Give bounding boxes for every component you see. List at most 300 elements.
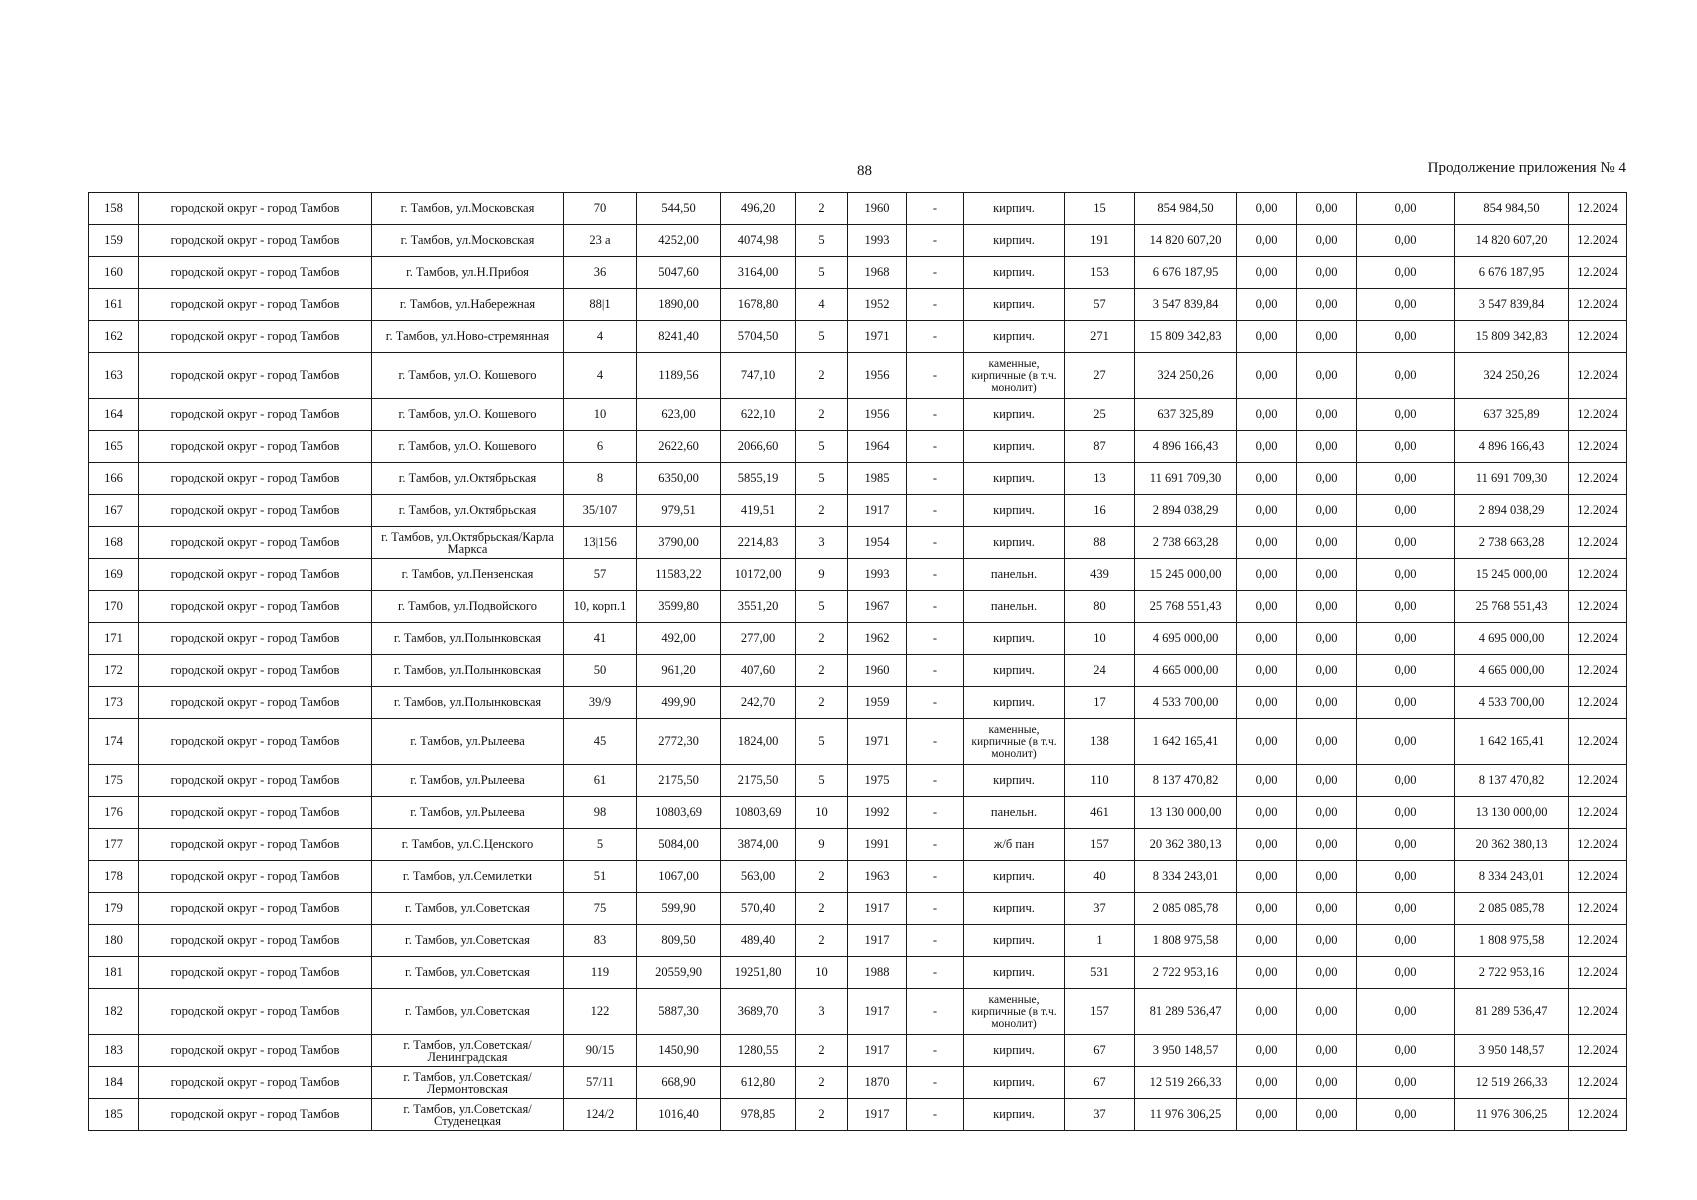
wall-material-cell: кирпич. <box>964 431 1065 463</box>
row-number-cell: 175 <box>89 765 139 797</box>
table-row <box>89 193 1627 225</box>
residents-cell: 40 <box>1065 861 1135 893</box>
fund-cell: 0,00 <box>1237 321 1297 353</box>
floors-cell: 5 <box>796 225 848 257</box>
total-cost-cell: 2 722 953,16 <box>1135 957 1237 989</box>
fund-cell: 0,00 <box>1237 399 1297 431</box>
floors-cell: 2 <box>796 893 848 925</box>
owners-funds-cell: 4 533 700,00 <box>1455 687 1569 719</box>
dash-cell: - <box>907 687 964 719</box>
wall-material-cell: кирпич. <box>964 861 1065 893</box>
table-row <box>89 1099 1627 1131</box>
row-number-cell: 173 <box>89 687 139 719</box>
district-cell: городской округ - город Тамбов <box>139 861 372 893</box>
regional-budget-cell: 0,00 <box>1297 225 1357 257</box>
local-budget-cell: 0,00 <box>1357 495 1455 527</box>
owners-funds-cell: 2 085 085,78 <box>1455 893 1569 925</box>
district-cell: городской округ - город Тамбов <box>139 893 372 925</box>
local-budget-cell: 0,00 <box>1357 193 1455 225</box>
total-area-cell: 1890,00 <box>637 289 721 321</box>
dash-cell: - <box>907 829 964 861</box>
district-cell: городской округ - город Тамбов <box>139 559 372 591</box>
living-area-cell: 3551,20 <box>721 591 796 623</box>
local-budget-cell: 0,00 <box>1357 893 1455 925</box>
row-number-cell: 176 <box>89 797 139 829</box>
total-area-cell: 2175,50 <box>637 765 721 797</box>
year-cell: 1954 <box>848 527 907 559</box>
regional-budget-cell: 0,00 <box>1297 829 1357 861</box>
table-row <box>89 225 1627 257</box>
total-cost-cell: 4 896 166,43 <box>1135 431 1237 463</box>
address-cell: г. Тамбов, ул.Московская <box>372 225 564 257</box>
house-number-cell: 70 <box>564 193 637 225</box>
local-budget-cell: 0,00 <box>1357 527 1455 559</box>
local-budget-cell: 0,00 <box>1357 591 1455 623</box>
house-number-cell: 39/9 <box>564 687 637 719</box>
year-cell: 1964 <box>848 431 907 463</box>
floors-cell: 2 <box>796 1035 848 1067</box>
district-cell: городской округ - город Тамбов <box>139 289 372 321</box>
local-budget-cell: 0,00 <box>1357 559 1455 591</box>
living-area-cell: 277,00 <box>721 623 796 655</box>
wall-material-cell: каменные, кирпичные (в т.ч. монолит) <box>964 989 1065 1035</box>
regional-budget-cell: 0,00 <box>1297 399 1357 431</box>
table-row <box>89 399 1627 431</box>
dash-cell: - <box>907 591 964 623</box>
local-budget-cell: 0,00 <box>1357 957 1455 989</box>
deadline-cell: 12.2024 <box>1569 1099 1627 1131</box>
wall-material-cell: кирпич. <box>964 655 1065 687</box>
district-cell: городской округ - город Тамбов <box>139 1035 372 1067</box>
regional-budget-cell: 0,00 <box>1297 925 1357 957</box>
row-number-cell: 177 <box>89 829 139 861</box>
regional-budget-cell: 0,00 <box>1297 257 1357 289</box>
dash-cell: - <box>907 289 964 321</box>
living-area-cell: 3874,00 <box>721 829 796 861</box>
house-number-cell: 75 <box>564 893 637 925</box>
house-number-cell: 13|156 <box>564 527 637 559</box>
district-cell: городской округ - город Тамбов <box>139 463 372 495</box>
total-cost-cell: 11 976 306,25 <box>1135 1099 1237 1131</box>
floors-cell: 2 <box>796 353 848 399</box>
regional-budget-cell: 0,00 <box>1297 289 1357 321</box>
district-cell: городской округ - город Тамбов <box>139 399 372 431</box>
local-budget-cell: 0,00 <box>1357 687 1455 719</box>
regional-budget-cell: 0,00 <box>1297 463 1357 495</box>
floors-cell: 5 <box>796 431 848 463</box>
fund-cell: 0,00 <box>1237 797 1297 829</box>
owners-funds-cell: 13 130 000,00 <box>1455 797 1569 829</box>
residents-cell: 15 <box>1065 193 1135 225</box>
dash-cell: - <box>907 765 964 797</box>
living-area-cell: 1824,00 <box>721 719 796 765</box>
year-cell: 1971 <box>848 719 907 765</box>
year-cell: 1960 <box>848 655 907 687</box>
total-area-cell: 499,90 <box>637 687 721 719</box>
deadline-cell: 12.2024 <box>1569 559 1627 591</box>
year-cell: 1870 <box>848 1067 907 1099</box>
owners-funds-cell: 15 809 342,83 <box>1455 321 1569 353</box>
row-number-cell: 172 <box>89 655 139 687</box>
living-area-cell: 489,40 <box>721 925 796 957</box>
floors-cell: 2 <box>796 495 848 527</box>
table-row <box>89 925 1627 957</box>
local-budget-cell: 0,00 <box>1357 431 1455 463</box>
owners-funds-cell: 8 334 243,01 <box>1455 861 1569 893</box>
deadline-cell: 12.2024 <box>1569 1035 1627 1067</box>
total-area-cell: 544,50 <box>637 193 721 225</box>
living-area-cell: 242,70 <box>721 687 796 719</box>
living-area-cell: 10172,00 <box>721 559 796 591</box>
fund-cell: 0,00 <box>1237 289 1297 321</box>
wall-material-cell: кирпич. <box>964 527 1065 559</box>
residents-cell: 67 <box>1065 1035 1135 1067</box>
address-cell: г. Тамбов, ул.Советская/ Ленинградская <box>372 1035 564 1067</box>
owners-funds-cell: 324 250,26 <box>1455 353 1569 399</box>
deadline-cell: 12.2024 <box>1569 893 1627 925</box>
owners-funds-cell: 2 738 663,28 <box>1455 527 1569 559</box>
house-number-cell: 10 <box>564 399 637 431</box>
row-number-cell: 162 <box>89 321 139 353</box>
district-cell: городской округ - город Тамбов <box>139 257 372 289</box>
total-area-cell: 5047,60 <box>637 257 721 289</box>
deadline-cell: 12.2024 <box>1569 765 1627 797</box>
local-budget-cell: 0,00 <box>1357 1099 1455 1131</box>
local-budget-cell: 0,00 <box>1357 353 1455 399</box>
local-budget-cell: 0,00 <box>1357 1067 1455 1099</box>
wall-material-cell: кирпич. <box>964 225 1065 257</box>
row-number-cell: 165 <box>89 431 139 463</box>
table-row <box>89 257 1627 289</box>
deadline-cell: 12.2024 <box>1569 861 1627 893</box>
year-cell: 1917 <box>848 925 907 957</box>
district-cell: городской округ - город Тамбов <box>139 225 372 257</box>
deadline-cell: 12.2024 <box>1569 321 1627 353</box>
fund-cell: 0,00 <box>1237 559 1297 591</box>
regional-budget-cell: 0,00 <box>1297 893 1357 925</box>
living-area-cell: 407,60 <box>721 655 796 687</box>
residents-cell: 531 <box>1065 957 1135 989</box>
fund-cell: 0,00 <box>1237 1099 1297 1131</box>
total-cost-cell: 1 808 975,58 <box>1135 925 1237 957</box>
address-cell: г. Тамбов, ул.Полынковская <box>372 623 564 655</box>
row-number-cell: 179 <box>89 893 139 925</box>
district-cell: городской округ - город Тамбов <box>139 797 372 829</box>
dash-cell: - <box>907 1035 964 1067</box>
total-cost-cell: 2 894 038,29 <box>1135 495 1237 527</box>
year-cell: 1960 <box>848 193 907 225</box>
fund-cell: 0,00 <box>1237 527 1297 559</box>
owners-funds-cell: 11 691 709,30 <box>1455 463 1569 495</box>
dash-cell: - <box>907 527 964 559</box>
total-cost-cell: 15 809 342,83 <box>1135 321 1237 353</box>
residents-cell: 138 <box>1065 719 1135 765</box>
living-area-cell: 612,80 <box>721 1067 796 1099</box>
owners-funds-cell: 81 289 536,47 <box>1455 989 1569 1035</box>
dash-cell: - <box>907 861 964 893</box>
living-area-cell: 747,10 <box>721 353 796 399</box>
district-cell: городской округ - город Тамбов <box>139 431 372 463</box>
floors-cell: 5 <box>796 719 848 765</box>
year-cell: 1993 <box>848 225 907 257</box>
deadline-cell: 12.2024 <box>1569 687 1627 719</box>
wall-material-cell: ж/б пан <box>964 829 1065 861</box>
house-number-cell: 45 <box>564 719 637 765</box>
living-area-cell: 978,85 <box>721 1099 796 1131</box>
total-cost-cell: 324 250,26 <box>1135 353 1237 399</box>
deadline-cell: 12.2024 <box>1569 1067 1627 1099</box>
house-number-cell: 50 <box>564 655 637 687</box>
address-cell: г. Тамбов, ул.Рылеева <box>372 719 564 765</box>
year-cell: 1963 <box>848 861 907 893</box>
residents-cell: 24 <box>1065 655 1135 687</box>
dash-cell: - <box>907 893 964 925</box>
deadline-cell: 12.2024 <box>1569 957 1627 989</box>
deadline-cell: 12.2024 <box>1569 463 1627 495</box>
year-cell: 1962 <box>848 623 907 655</box>
address-cell: г. Тамбов, ул.Октябрьская/Карла Маркса <box>372 527 564 559</box>
regional-budget-cell: 0,00 <box>1297 321 1357 353</box>
house-number-cell: 41 <box>564 623 637 655</box>
year-cell: 1985 <box>848 463 907 495</box>
floors-cell: 2 <box>796 861 848 893</box>
fund-cell: 0,00 <box>1237 495 1297 527</box>
regional-budget-cell: 0,00 <box>1297 797 1357 829</box>
total-area-cell: 668,90 <box>637 1067 721 1099</box>
total-area-cell: 979,51 <box>637 495 721 527</box>
row-number-cell: 181 <box>89 957 139 989</box>
table-row <box>89 655 1627 687</box>
deadline-cell: 12.2024 <box>1569 495 1627 527</box>
appendix-caption: Продолжение приложения № 4 <box>1427 160 1626 176</box>
district-cell: городской округ - город Тамбов <box>139 353 372 399</box>
row-number-cell: 180 <box>89 925 139 957</box>
dash-cell: - <box>907 193 964 225</box>
row-number-cell: 166 <box>89 463 139 495</box>
regional-budget-cell: 0,00 <box>1297 687 1357 719</box>
regional-budget-cell: 0,00 <box>1297 989 1357 1035</box>
living-area-cell: 5855,19 <box>721 463 796 495</box>
owners-funds-cell: 1 642 165,41 <box>1455 719 1569 765</box>
wall-material-cell: панельн. <box>964 559 1065 591</box>
district-cell: городской округ - город Тамбов <box>139 655 372 687</box>
owners-funds-cell: 854 984,50 <box>1455 193 1569 225</box>
deadline-cell: 12.2024 <box>1569 989 1627 1035</box>
address-cell: г. Тамбов, ул.Московская <box>372 193 564 225</box>
owners-funds-cell: 3 950 148,57 <box>1455 1035 1569 1067</box>
residents-cell: 25 <box>1065 399 1135 431</box>
total-cost-cell: 11 691 709,30 <box>1135 463 1237 495</box>
local-budget-cell: 0,00 <box>1357 797 1455 829</box>
table-row <box>89 765 1627 797</box>
deadline-cell: 12.2024 <box>1569 797 1627 829</box>
row-number-cell: 161 <box>89 289 139 321</box>
local-budget-cell: 0,00 <box>1357 719 1455 765</box>
year-cell: 1956 <box>848 399 907 431</box>
year-cell: 1975 <box>848 765 907 797</box>
floors-cell: 2 <box>796 193 848 225</box>
total-area-cell: 11583,22 <box>637 559 721 591</box>
district-cell: городской округ - город Тамбов <box>139 495 372 527</box>
dash-cell: - <box>907 719 964 765</box>
wall-material-cell: кирпич. <box>964 623 1065 655</box>
owners-funds-cell: 6 676 187,95 <box>1455 257 1569 289</box>
living-area-cell: 4074,98 <box>721 225 796 257</box>
floors-cell: 3 <box>796 989 848 1035</box>
page-number: 88 <box>857 163 872 179</box>
residents-cell: 157 <box>1065 829 1135 861</box>
dash-cell: - <box>907 559 964 591</box>
fund-cell: 0,00 <box>1237 925 1297 957</box>
residents-cell: 110 <box>1065 765 1135 797</box>
regional-budget-cell: 0,00 <box>1297 957 1357 989</box>
address-cell: г. Тамбов, ул.Полынковская <box>372 655 564 687</box>
district-cell: городской округ - город Тамбов <box>139 719 372 765</box>
dash-cell: - <box>907 1099 964 1131</box>
address-cell: г. Тамбов, ул.Советская <box>372 957 564 989</box>
regional-budget-cell: 0,00 <box>1297 559 1357 591</box>
floors-cell: 5 <box>796 257 848 289</box>
owners-funds-cell: 2 722 953,16 <box>1455 957 1569 989</box>
floors-cell: 10 <box>796 957 848 989</box>
wall-material-cell: панельн. <box>964 797 1065 829</box>
address-cell: г. Тамбов, ул.Рылеева <box>372 797 564 829</box>
fund-cell: 0,00 <box>1237 957 1297 989</box>
address-cell: г. Тамбов, ул.Н.Прибоя <box>372 257 564 289</box>
residents-cell: 191 <box>1065 225 1135 257</box>
fund-cell: 0,00 <box>1237 591 1297 623</box>
dash-cell: - <box>907 463 964 495</box>
floors-cell: 2 <box>796 655 848 687</box>
deadline-cell: 12.2024 <box>1569 591 1627 623</box>
address-cell: г. Тамбов, ул.Советская/Студенецкая <box>372 1099 564 1131</box>
address-cell: г. Тамбов, ул.Подвойского <box>372 591 564 623</box>
living-area-cell: 10803,69 <box>721 797 796 829</box>
living-area-cell: 419,51 <box>721 495 796 527</box>
district-cell: городской округ - город Тамбов <box>139 989 372 1035</box>
dash-cell: - <box>907 989 964 1035</box>
year-cell: 1971 <box>848 321 907 353</box>
address-cell: г. Тамбов, ул.Ново-стремянная <box>372 321 564 353</box>
dash-cell: - <box>907 957 964 989</box>
table-row <box>89 687 1627 719</box>
table-row <box>89 797 1627 829</box>
wall-material-cell: кирпич. <box>964 463 1065 495</box>
total-area-cell: 6350,00 <box>637 463 721 495</box>
year-cell: 1988 <box>848 957 907 989</box>
owners-funds-cell: 8 137 470,82 <box>1455 765 1569 797</box>
regional-budget-cell: 0,00 <box>1297 861 1357 893</box>
table-row <box>89 989 1627 1035</box>
district-cell: городской округ - город Тамбов <box>139 687 372 719</box>
housing-registry-table <box>88 192 1627 1131</box>
residents-cell: 439 <box>1065 559 1135 591</box>
total-area-cell: 4252,00 <box>637 225 721 257</box>
house-number-cell: 23 а <box>564 225 637 257</box>
fund-cell: 0,00 <box>1237 353 1297 399</box>
floors-cell: 2 <box>796 687 848 719</box>
wall-material-cell: кирпич. <box>964 1099 1065 1131</box>
table-row <box>89 431 1627 463</box>
address-cell: г. Тамбов, ул.Полынковская <box>372 687 564 719</box>
fund-cell: 0,00 <box>1237 765 1297 797</box>
table-row <box>89 1067 1627 1099</box>
residents-cell: 57 <box>1065 289 1135 321</box>
total-area-cell: 3790,00 <box>637 527 721 559</box>
row-number-cell: 159 <box>89 225 139 257</box>
year-cell: 1991 <box>848 829 907 861</box>
total-area-cell: 1450,90 <box>637 1035 721 1067</box>
living-area-cell: 563,00 <box>721 861 796 893</box>
house-number-cell: 4 <box>564 353 637 399</box>
year-cell: 1968 <box>848 257 907 289</box>
address-cell: г. Тамбов, ул.О. Кошевого <box>372 431 564 463</box>
floors-cell: 2 <box>796 399 848 431</box>
address-cell: г. Тамбов, ул.О. Кошевого <box>372 399 564 431</box>
wall-material-cell: кирпич. <box>964 321 1065 353</box>
address-cell: г. Тамбов, ул.Семилетки <box>372 861 564 893</box>
fund-cell: 0,00 <box>1237 861 1297 893</box>
house-number-cell: 57 <box>564 559 637 591</box>
local-budget-cell: 0,00 <box>1357 989 1455 1035</box>
living-area-cell: 2214,83 <box>721 527 796 559</box>
regional-budget-cell: 0,00 <box>1297 1067 1357 1099</box>
residents-cell: 271 <box>1065 321 1135 353</box>
row-number-cell: 169 <box>89 559 139 591</box>
living-area-cell: 570,40 <box>721 893 796 925</box>
row-number-cell: 170 <box>89 591 139 623</box>
total-cost-cell: 4 533 700,00 <box>1135 687 1237 719</box>
address-cell: г. Тамбов, ул.Рылеева <box>372 765 564 797</box>
residents-cell: 87 <box>1065 431 1135 463</box>
regional-budget-cell: 0,00 <box>1297 591 1357 623</box>
district-cell: городской округ - город Тамбов <box>139 193 372 225</box>
wall-material-cell: кирпич. <box>964 1035 1065 1067</box>
local-budget-cell: 0,00 <box>1357 225 1455 257</box>
dash-cell: - <box>907 353 964 399</box>
local-budget-cell: 0,00 <box>1357 861 1455 893</box>
total-area-cell: 2772,30 <box>637 719 721 765</box>
year-cell: 1956 <box>848 353 907 399</box>
regional-budget-cell: 0,00 <box>1297 495 1357 527</box>
deadline-cell: 12.2024 <box>1569 289 1627 321</box>
floors-cell: 5 <box>796 463 848 495</box>
floors-cell: 4 <box>796 289 848 321</box>
floors-cell: 2 <box>796 925 848 957</box>
house-number-cell: 36 <box>564 257 637 289</box>
fund-cell: 0,00 <box>1237 1067 1297 1099</box>
local-budget-cell: 0,00 <box>1357 289 1455 321</box>
total-area-cell: 5887,30 <box>637 989 721 1035</box>
living-area-cell: 3689,70 <box>721 989 796 1035</box>
row-number-cell: 164 <box>89 399 139 431</box>
local-budget-cell: 0,00 <box>1357 623 1455 655</box>
residents-cell: 67 <box>1065 1067 1135 1099</box>
total-area-cell: 961,20 <box>637 655 721 687</box>
row-number-cell: 178 <box>89 861 139 893</box>
owners-funds-cell: 20 362 380,13 <box>1455 829 1569 861</box>
total-cost-cell: 637 325,89 <box>1135 399 1237 431</box>
total-cost-cell: 2 085 085,78 <box>1135 893 1237 925</box>
dash-cell: - <box>907 1067 964 1099</box>
house-number-cell: 88|1 <box>564 289 637 321</box>
living-area-cell: 3164,00 <box>721 257 796 289</box>
address-cell: г. Тамбов, ул.Набережная <box>372 289 564 321</box>
house-number-cell: 124/2 <box>564 1099 637 1131</box>
regional-budget-cell: 0,00 <box>1297 527 1357 559</box>
residents-cell: 10 <box>1065 623 1135 655</box>
total-area-cell: 20559,90 <box>637 957 721 989</box>
